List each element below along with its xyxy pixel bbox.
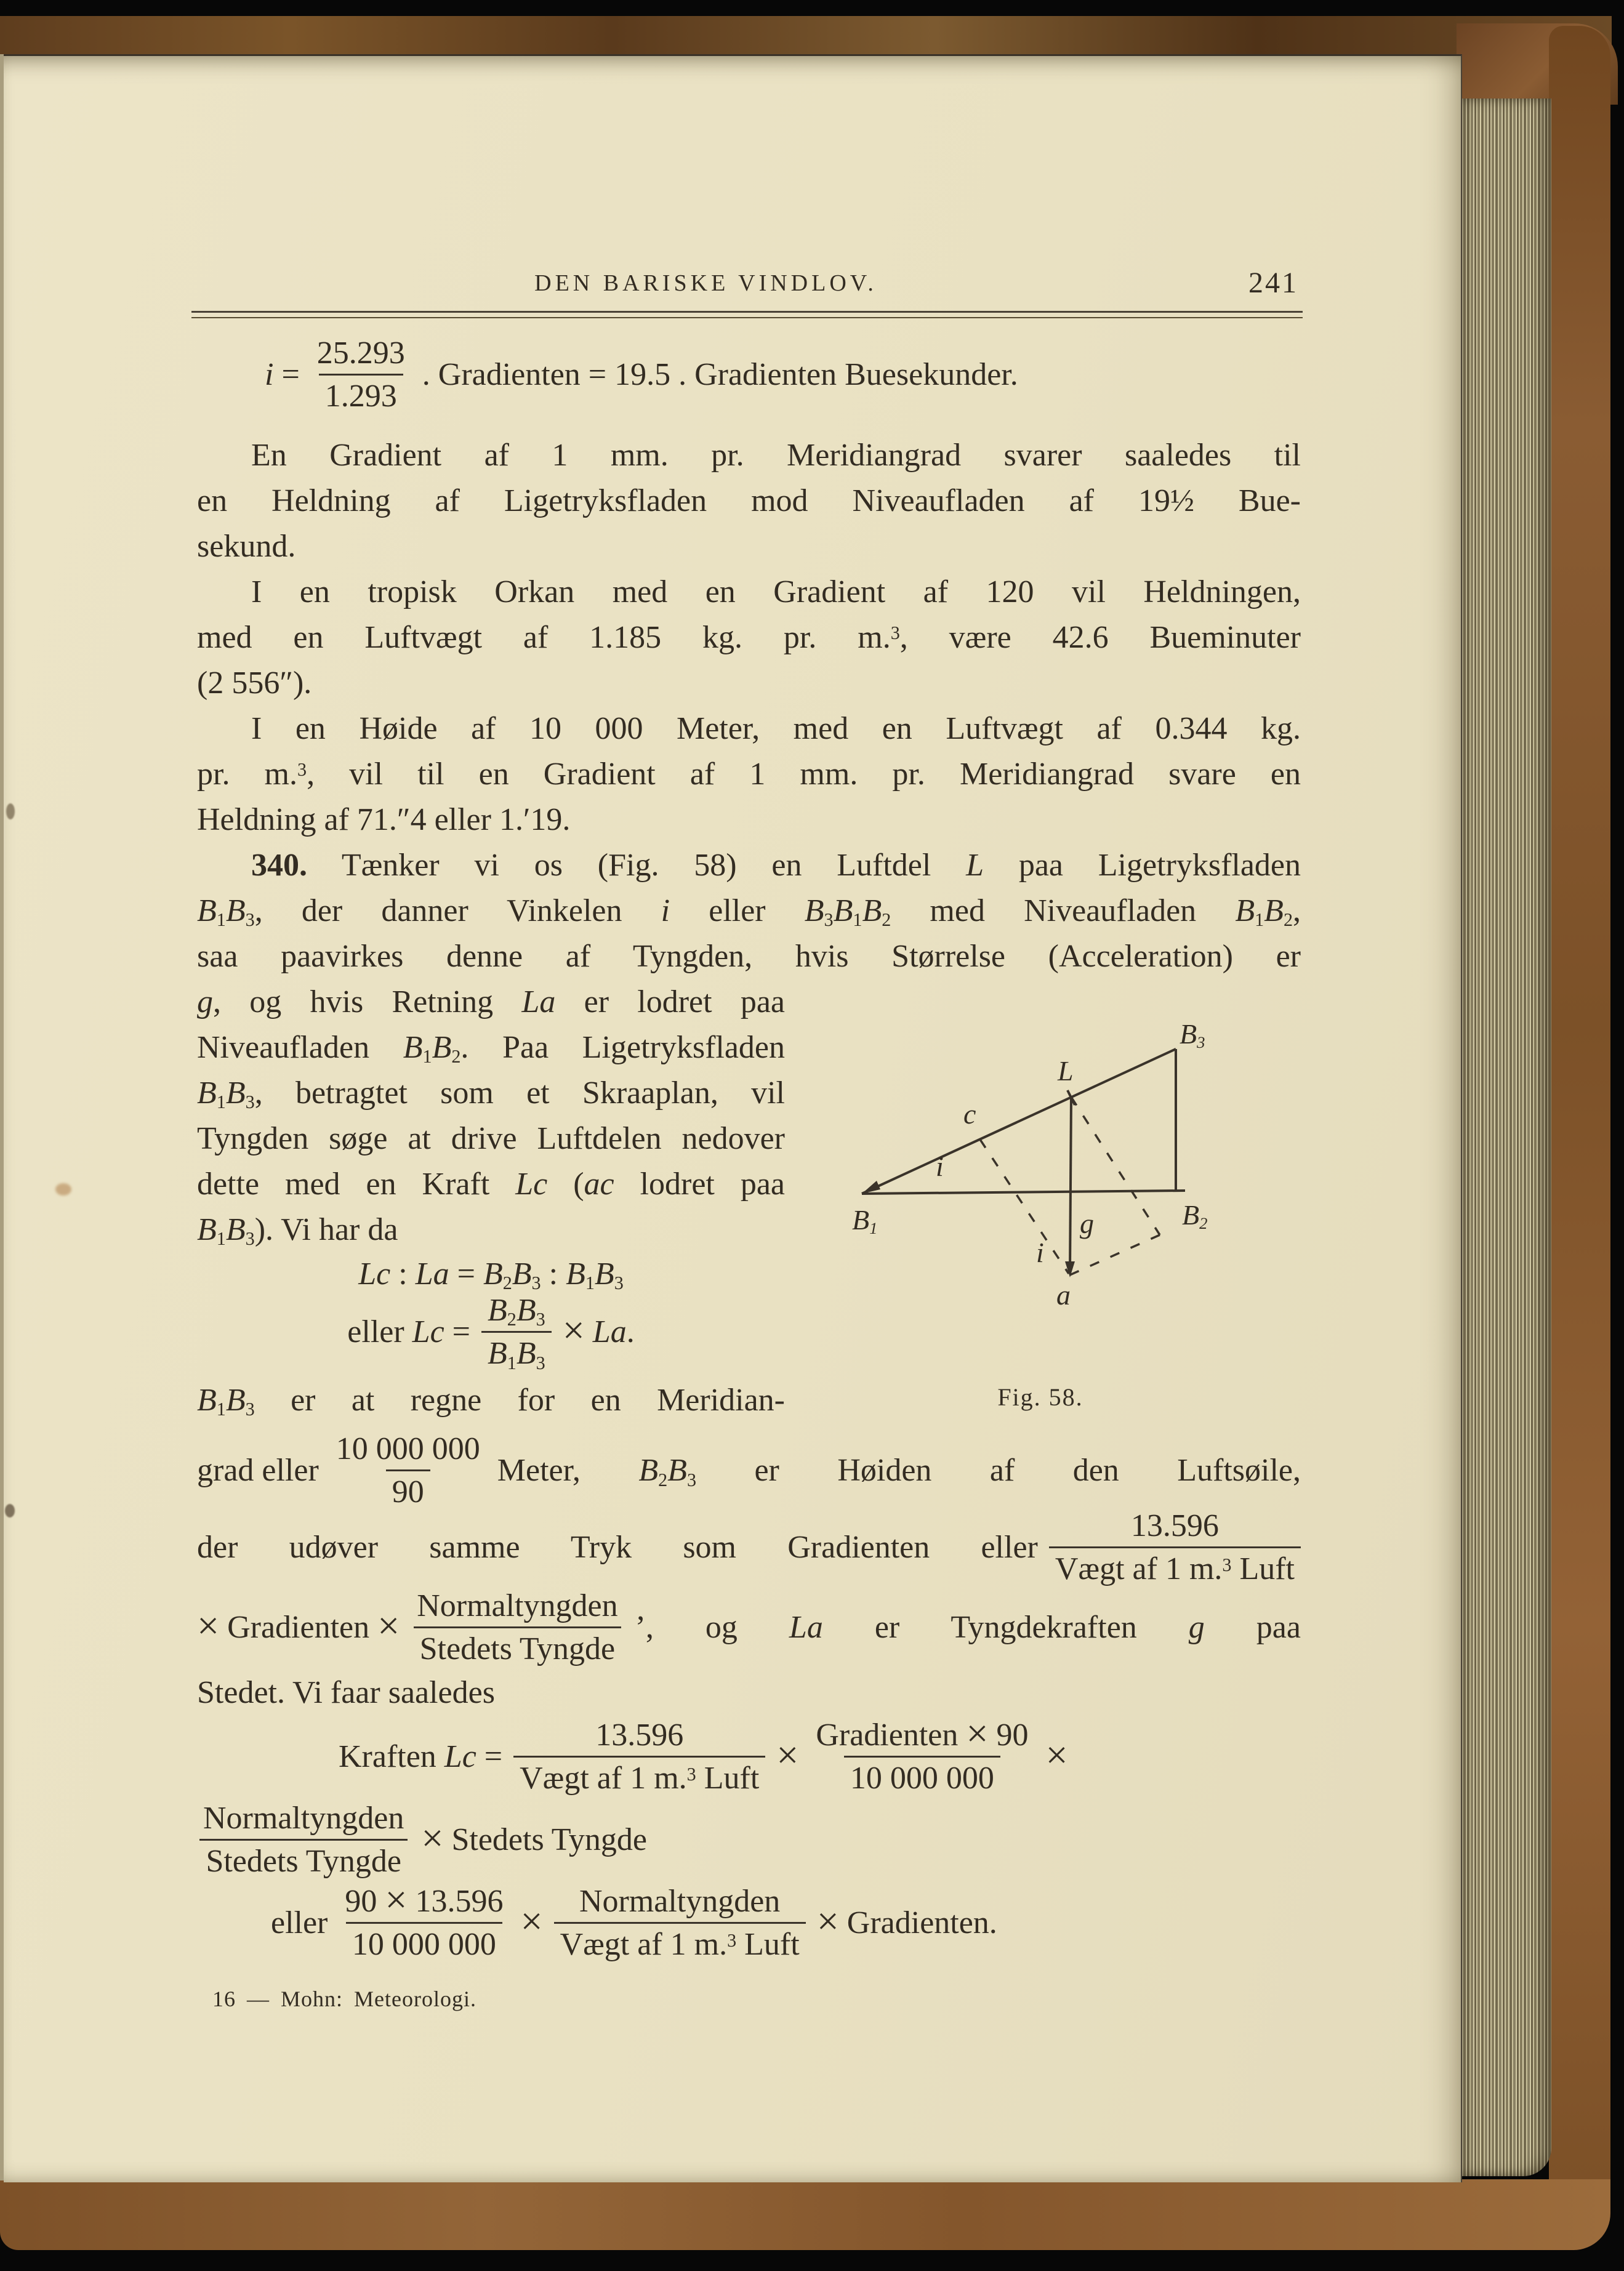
fraction-denominator: 10 000 000 (844, 1756, 1000, 1797)
equation-lead: i = (265, 357, 300, 393)
label-a: a (1056, 1279, 1071, 1311)
fraction (339, 1878, 509, 1964)
fraction-denominator: Vægt af 1 m.$^3$ Luft (554, 1922, 806, 1963)
fraction-numerator: 25.293 (316, 336, 405, 371)
equation-proportion: Lc : $La = B_2B_3$ : $B_1B_3$ (358, 1256, 624, 1294)
fraction-denominator: $B_1B_3$ (481, 1331, 552, 1372)
fraction (311, 334, 411, 416)
line-gravity (1070, 1097, 1071, 1272)
equation-tail: × Gradienten. (816, 1899, 997, 1943)
fraction-denominator: 10 000 000 (346, 1922, 502, 1963)
fraction-numerator: 90 × 13.596 (345, 1878, 504, 1921)
text-line: Niveaufladen $B_1B_2$. Paa Ligetryksfladen (197, 1030, 785, 1067)
equation-tail: . Gradienten = 19.5 . Gradienten Buesekunder. (422, 357, 1018, 393)
text-line: med en Luftvægt af 1.185 kg. pr. m.$^3$, være 42.6 Bueminuter (197, 620, 1301, 655)
text-line: $B_1B_3$). Vi har da (197, 1212, 398, 1250)
equation-stedets (197, 1799, 1301, 1881)
fraction-denominator: Stedets Tyngde (199, 1839, 407, 1880)
fraction (197, 1799, 410, 1881)
book-cover-right-edge (1549, 26, 1610, 2247)
equation-tail: ’, og La er Tyngdekraften g paa (635, 1610, 1301, 1646)
text-line: $B_1B_3$, betragtet som et Skraaplan, vil (197, 1075, 785, 1113)
equation-lead: eller Lc = (347, 1314, 470, 1350)
equation-kraften (197, 1711, 1442, 1798)
line-hypotenuse (862, 1049, 1176, 1194)
text-line: saa paavirkes denne af Tyngden, hvis Størrelse (Acceleration) er (197, 939, 1301, 974)
multiplication-sign: × (520, 1899, 543, 1943)
equation-lc (197, 1292, 785, 1373)
text-line: 340. Tænker vi os (Fig. 58) en Luftdel L paa Ligetryksfladen (251, 848, 1301, 883)
header-rule (191, 311, 1303, 318)
fraction-numerator: Normaltyngden (203, 1801, 404, 1836)
foxing-spot (55, 1183, 71, 1196)
running-title: DEN BARISKE VINDLOV. (534, 270, 877, 296)
fraction-numerator: 13.596 (1130, 1508, 1219, 1543)
text-line: Tyngden søge at drive Luftdelen nedover (197, 1121, 785, 1156)
fraction-numerator: Gradienten × 90 (816, 1711, 1029, 1755)
equation-tail: × La. (562, 1308, 635, 1353)
text-line: pr. m.$^3$, vil til en Gradient af 1 mm. pr. Meridiangrad svare en (197, 757, 1301, 792)
text-line: $B_1B_3$ er at regne for en Meridian- (197, 1383, 785, 1420)
page-content (4, 56, 1461, 2182)
multiplication-sign: × (1045, 1733, 1068, 1777)
text-line: g, og hvis Retning La er lodret paa (197, 984, 785, 1019)
figure-caption: Fig. 58. (997, 1383, 1083, 1411)
fraction-numerator: 10 000 000 (336, 1431, 480, 1466)
fraction-numerator: $B_2B_3$ (488, 1293, 545, 1330)
text-line: en Heldning af Ligetryksfladen mod Niveaufladen af 19½ Bue- (197, 483, 1301, 518)
equation-lead: der udøver samme Tryk som Gradienten eller (197, 1530, 1038, 1566)
foxing-spot (5, 1504, 15, 1517)
book-cover-top-edge (0, 16, 1612, 58)
label-i-lower: i (1036, 1237, 1044, 1268)
line-base (862, 1191, 1185, 1194)
fraction (330, 1430, 486, 1511)
text-line: $B_1B_3$, der danner Vinkelen i eller $B_3B_1B_2$ med Niveaufladen $B_1B_2$, (197, 893, 1301, 931)
equation-lead: Kraften Lc = (339, 1739, 503, 1775)
label-L: L (1058, 1055, 1074, 1087)
fraction (481, 1292, 552, 1373)
fraction-denominator: Stedets Tyngde (414, 1626, 621, 1668)
equation-lead: eller (271, 1905, 328, 1941)
page-stack-fore-edge (1460, 98, 1551, 2176)
figure-58 (850, 1003, 1256, 1311)
signature-footer: 16 — Mohn: Meteorologi. (212, 1987, 476, 2011)
label-B3: $B_3$ (1180, 1018, 1205, 1052)
label-i-angle: i (936, 1151, 944, 1182)
equation-tail: × Stedets Tyngde (421, 1816, 647, 1860)
equation-meridian (197, 1430, 1301, 1511)
fraction-numerator: Normaltyngden (417, 1588, 618, 1623)
dashed-parallelogram-bottom (1070, 1235, 1160, 1275)
equation-final (197, 1878, 1375, 1964)
label-B1: $B_1$ (852, 1204, 878, 1238)
label-g: g (1080, 1208, 1094, 1239)
equation-normaltyngde (197, 1587, 1301, 1668)
text-line: En Gradient af 1 mm. pr. Meridiangrad svarer saaledes til (251, 438, 1301, 473)
fraction (554, 1883, 806, 1964)
fraction-numerator: 13.596 (595, 1718, 684, 1753)
text-line: dette med en Kraft Lc (ac lodret paa (197, 1167, 785, 1202)
foxing-spot (6, 803, 15, 819)
page-header (197, 267, 1301, 307)
page-number: 241 (1248, 267, 1298, 299)
fraction (513, 1716, 765, 1798)
fraction-denominator: 1.293 (319, 374, 403, 415)
equation-tryk (197, 1507, 1301, 1588)
text-line: Stedet. Vi faar saaledes (197, 1675, 495, 1710)
text-line: I en Høide af 10 000 Meter, med en Luftvægt af 0.344 kg. (251, 711, 1301, 746)
fraction-denominator: Vægt af 1 m.$^3$ Luft (1049, 1546, 1301, 1588)
text-line: Heldning af 71.″4 eller 1.′19. (197, 802, 571, 837)
equation-gradient (197, 334, 1369, 416)
equation-lead: grad eller (197, 1453, 319, 1489)
equation-tail: Meter, $B_2B_3$ er Høiden af den Luftsøile, (497, 1453, 1301, 1490)
label-c: c (963, 1098, 976, 1130)
fraction (810, 1711, 1034, 1798)
text-line: (2 556″). (197, 665, 312, 701)
fraction-numerator: Normaltyngden (579, 1884, 781, 1919)
fraction-denominator: Vægt af 1 m.$^3$ Luft (513, 1756, 765, 1797)
book-page (4, 54, 1462, 2182)
dashed-normal-component (980, 1140, 1069, 1274)
book-cover-bottom-edge (0, 2179, 1610, 2250)
label-B2: $B_2$ (1182, 1199, 1208, 1233)
arrowhead-b1 (862, 1181, 880, 1194)
fraction (411, 1587, 624, 1668)
text-line: sekund. (197, 529, 296, 564)
text-line: I en tropisk Orkan med en Gradient af 120 vil Heldningen, (251, 574, 1301, 609)
fraction (1049, 1507, 1301, 1588)
equation-lead: × Gradienten × (197, 1604, 400, 1648)
multiplication-sign: × (776, 1733, 799, 1777)
fraction-denominator: 90 (386, 1469, 430, 1511)
